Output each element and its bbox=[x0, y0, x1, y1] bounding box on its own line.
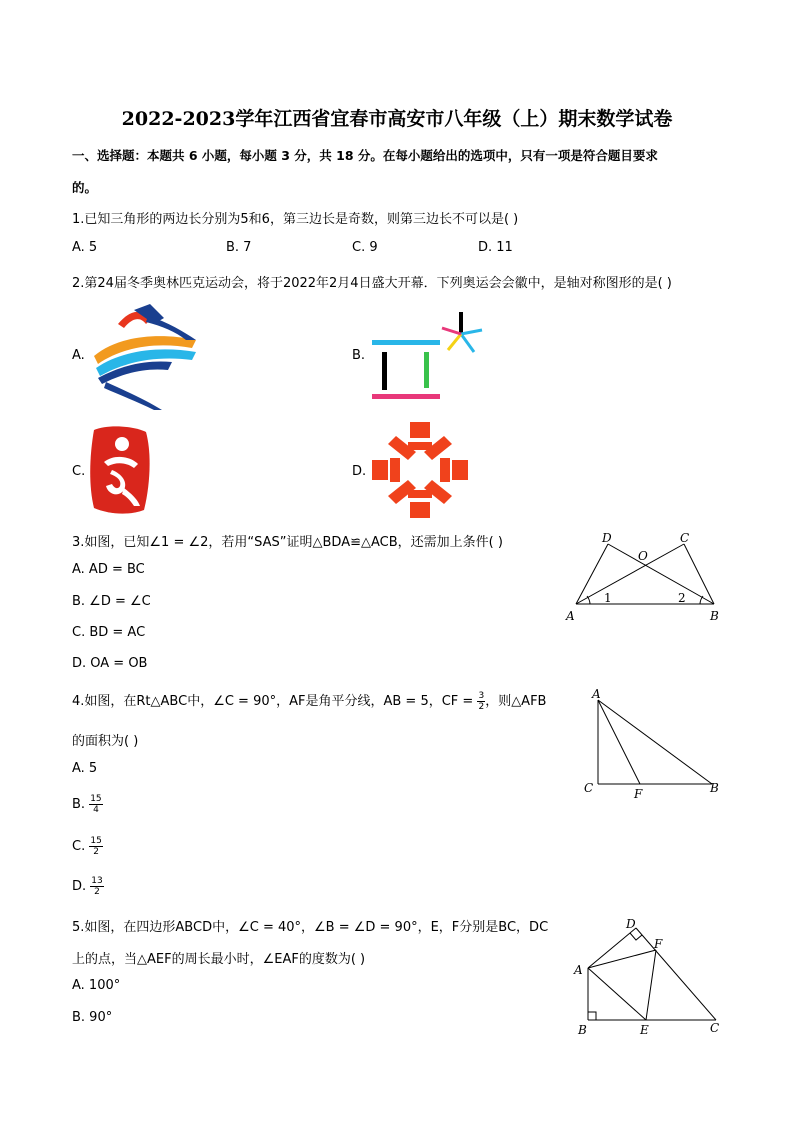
q2-option-b[interactable]: B. bbox=[352, 348, 366, 363]
question-5: 5.如图，在四边形ABCD中，∠C = 40°，∠B = ∠D = 90°，E，F分别是BC，DC bbox=[72, 920, 549, 935]
label-a: A bbox=[574, 963, 583, 977]
q2-option-a[interactable]: A. bbox=[72, 348, 85, 363]
q4-option-c[interactable]: C. $\frac{15}{2}$ bbox=[72, 836, 102, 857]
page-title: 2022-2023学年江西省宜春市高安市八年级（上）期末数学试卷 bbox=[121, 108, 673, 130]
section-heading-cont: 的。 bbox=[72, 180, 98, 195]
q3-geometry-figure bbox=[560, 528, 730, 628]
q5-geometry-figure bbox=[568, 912, 728, 1040]
label-c: C bbox=[710, 1021, 720, 1035]
beijing-seal-emblem-image bbox=[88, 424, 152, 516]
section-heading: 一、选择题：本题共 6 小题，每小题 3 分，共 18 分。在每小题给出的选项中，只有一项是符合题目要求 bbox=[72, 148, 658, 163]
fraction: $\frac{3}{2}$ bbox=[478, 691, 485, 712]
q3-option-b[interactable]: B. ∠D = ∠C bbox=[72, 594, 151, 609]
label-d: D bbox=[602, 531, 612, 545]
question-4: 4.如图，在Rt△ABC中，∠C = 90°，AF是角平分线，AB = 5，CF = $\frac{3}{2}$ ，则△AFB bbox=[72, 691, 547, 712]
q5-option-b[interactable]: B. 90° bbox=[72, 1010, 113, 1025]
label-b: B bbox=[710, 781, 719, 795]
q2-option-d[interactable]: D. bbox=[352, 464, 367, 479]
q5-option-a[interactable]: A. 100° bbox=[72, 978, 121, 993]
q3-option-a[interactable]: A. AD = BC bbox=[72, 562, 145, 577]
q2-option-c[interactable]: C. bbox=[72, 464, 86, 479]
label-c: C bbox=[680, 531, 690, 545]
q3-option-c[interactable]: C. BD = AC bbox=[72, 625, 146, 640]
q4-option-b[interactable]: B. $\frac{15}{4}$ bbox=[72, 794, 102, 815]
question-5-cont: 上的点，当△AEF的周长最小时，∠EAF的度数为( ) bbox=[72, 952, 366, 967]
question-2: 2.第24届冬季奥林匹克运动会，将于2022年2月4日盛大开幕．下列奥运会会徽中，是轴对称图形的是( ) bbox=[72, 276, 672, 291]
label-angle-1: 1 bbox=[604, 591, 612, 605]
label-d: D bbox=[626, 917, 636, 931]
label-b: B bbox=[710, 609, 719, 623]
q4-geometry-figure bbox=[578, 686, 728, 804]
label-b: B bbox=[578, 1023, 587, 1037]
q1-option-c[interactable]: C. 9 bbox=[352, 240, 378, 255]
label-o: O bbox=[638, 549, 648, 563]
q4-option-d[interactable]: D. $\frac{13}{2}$ bbox=[72, 876, 103, 897]
q1-option-b[interactable]: B. 7 bbox=[226, 240, 252, 255]
orange-symmetric-emblem-image bbox=[372, 422, 468, 518]
ski-symbol-emblem-image bbox=[368, 310, 492, 404]
label-a: A bbox=[592, 687, 601, 701]
q1-option-d[interactable]: D. 11 bbox=[478, 240, 513, 255]
label-c: C bbox=[584, 781, 594, 795]
question-3: 3.如图，已知∠1 = ∠2，若用“SAS”证明△BDA≌△ACB，还需加上条件( ) bbox=[72, 535, 503, 550]
question-1: 1.已知三角形的两边长分别为5和6，第三边长是奇数，则第三边长不可以是( ) bbox=[72, 212, 519, 227]
label-angle-2: 2 bbox=[678, 591, 686, 605]
winter-olympics-emblem-image bbox=[88, 302, 200, 412]
label-f: F bbox=[634, 787, 643, 801]
q1-option-a[interactable]: A. 5 bbox=[72, 240, 98, 255]
label-a: A bbox=[566, 609, 575, 623]
q4-option-a[interactable]: A. 5 bbox=[72, 761, 98, 776]
question-4-cont: 的面积为( ) bbox=[72, 734, 139, 749]
label-e: E bbox=[640, 1023, 649, 1037]
label-f: F bbox=[654, 937, 663, 951]
q3-option-d[interactable]: D. OA = OB bbox=[72, 656, 148, 671]
